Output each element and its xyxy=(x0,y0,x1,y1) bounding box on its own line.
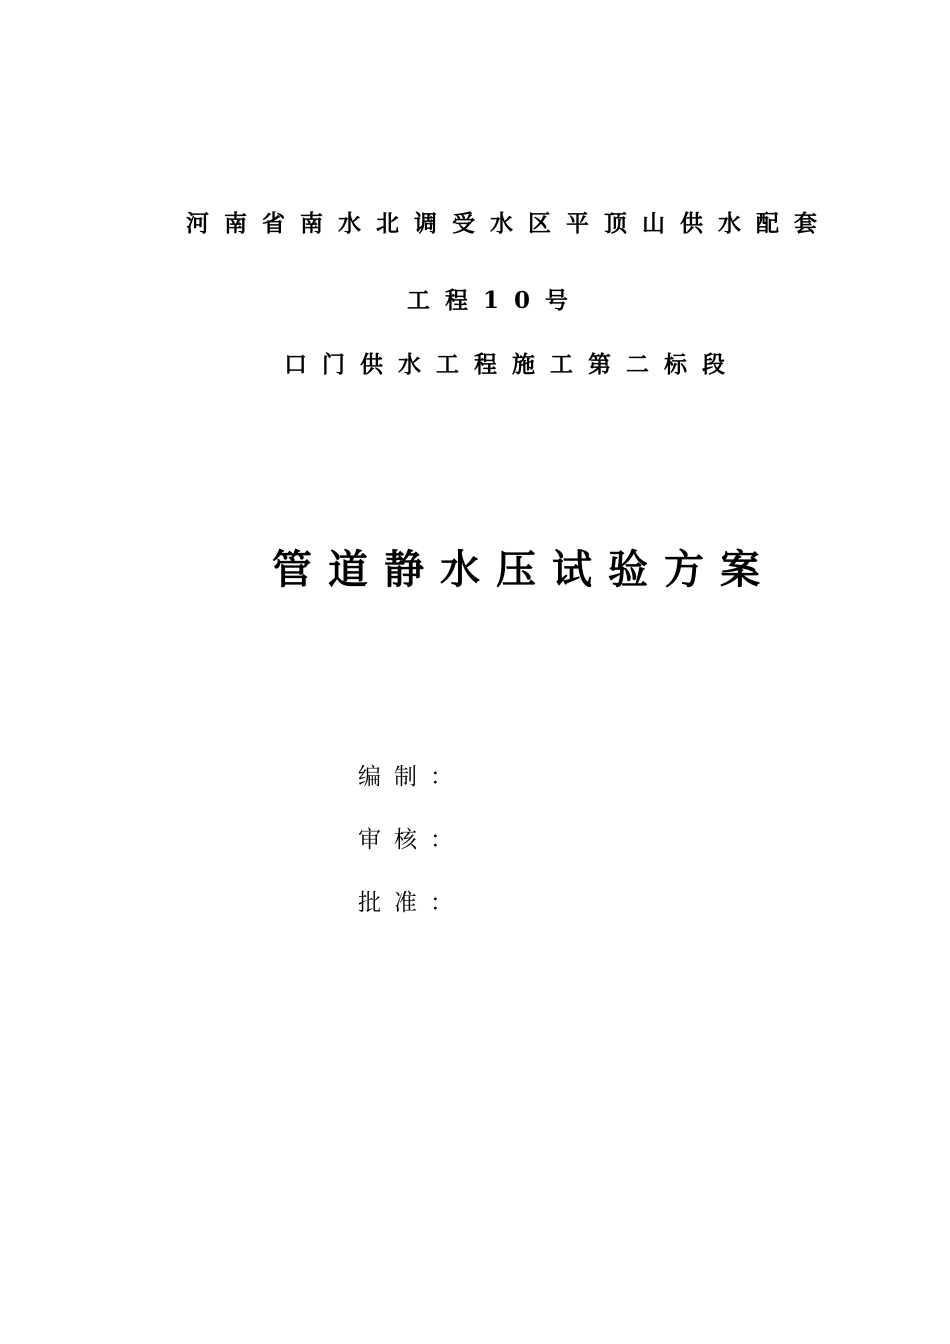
reviewed-by-label: 审核： xyxy=(358,827,466,853)
project-name-line-3: 口门供水工程施工第二标段 xyxy=(284,351,740,378)
project-name-line-2: 工程10号 xyxy=(407,287,584,314)
project-name-line-1: 河南省南水北调受水区平顶山供水配套 xyxy=(186,210,832,237)
compiled-by-label: 编制： xyxy=(358,764,466,790)
approved-by-label: 批准： xyxy=(358,890,466,916)
document-title: 管道静水压试验方案 xyxy=(272,546,776,593)
